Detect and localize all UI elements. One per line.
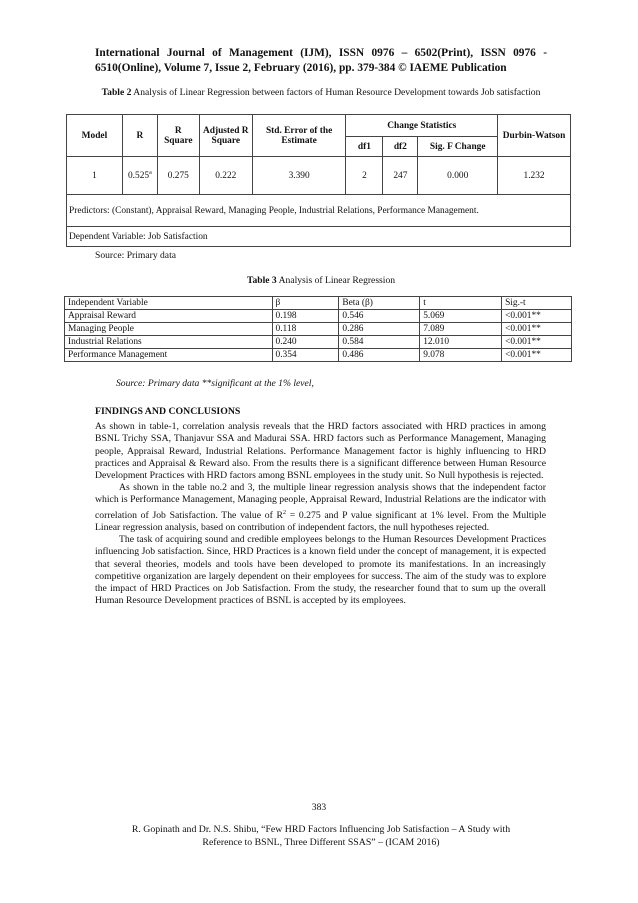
col-model: Model [67, 115, 123, 157]
dependent-variable-note: Dependent Variable: Job Satisfaction [67, 227, 571, 247]
col-change-statistics: Change Statistics [346, 115, 498, 137]
col-durbin-watson: Durbin-Watson [498, 115, 571, 157]
cell-t: 5.069 [420, 310, 502, 323]
cell-sig-f-change: 0.000 [418, 157, 498, 195]
table-row [65, 336, 572, 349]
table3-caption-text: Analysis of Linear Regression [278, 275, 396, 286]
cell-variable: Managing People [65, 323, 273, 336]
footer-line: R. Gopinath and Dr. N.S. Shibu, “Few HRD Factors Influencing Job Satisfaction – A Study with [131, 824, 511, 835]
findings-section [95, 406, 546, 607]
col-df2: df2 [383, 137, 418, 157]
cell-r-square: 0.275 [157, 157, 199, 195]
cell-t: 7.089 [420, 323, 502, 336]
col-sig-t: Sig.-t [502, 297, 572, 310]
table2-caption-text: Analysis of Linear Regression between factors of Human Resource Development towards Job satisfaction [133, 87, 541, 98]
table3-label: Table 3 [246, 275, 277, 286]
cell-variable: Performance Management [65, 349, 273, 362]
cell-std-beta: 0.584 [339, 336, 420, 349]
col-sig-f-change: Sig. F Change [418, 137, 498, 157]
table2-source: Source: Primary data [95, 250, 176, 261]
col-r: R [122, 115, 157, 157]
col-r-square: R Square [157, 115, 199, 157]
cell-beta: 0.118 [272, 323, 339, 336]
table2-label: Table 2 [101, 87, 132, 98]
col-beta: β [272, 297, 339, 310]
cell-t: 9.078 [420, 349, 502, 362]
table-row [67, 157, 571, 195]
col-std-beta: Beta (β) [339, 297, 420, 310]
page-footer [95, 824, 547, 849]
cell-std-beta: 0.286 [339, 323, 420, 336]
col-adjusted-r-square: Adjusted R Square [199, 115, 252, 157]
cell-r: 0.525$^a$ [122, 157, 157, 195]
cell-model: 1 [67, 157, 123, 195]
page-number: 383 [311, 802, 327, 813]
predictors-note: Predictors: (Constant), Appraisal Reward, Managing People, Industrial Relations, Performance Management. [67, 195, 571, 227]
table3-caption [88, 275, 554, 287]
footer-line: Reference to BSNL, Three Different SSAS” – (ICAM 2016) [202, 836, 440, 848]
col-t: t [420, 297, 502, 310]
cell-adjusted-r-square: 0.222 [199, 157, 252, 195]
journal-header: International Journal of Management (IJM), ISSN 0976 – 6502(Print), ISSN 0976 - 6510(Online), Volume 7, Issue 2, February (2016), pp. 379-384 © IAEME Publication [95, 47, 547, 74]
cell-beta: 0.354 [272, 349, 339, 362]
cell-variable: Industrial Relations [65, 336, 273, 349]
cell-sig-t: <0.001** [502, 323, 572, 336]
table3-source: Source: Primary data **significant at the 1% level, [116, 378, 314, 389]
cell-df1: 2 [346, 157, 383, 195]
regression-coefficients-table [64, 296, 572, 362]
cell-std-beta: 0.546 [339, 310, 420, 323]
paragraph: As shown in the table no.2 and 3, the multiple linear regression analysis shows that the independent factor which is Performance Management, Managing people, Appraisal Reward, Industrial Relations are the indicator with correlation of Job Satisfaction. The value of $R^2 = 0.275$ and P value significant at 1% level. From the Multiple Linear regression analysis, based on contribution of independent factors, the null hypotheses rejected. [95, 482, 546, 534]
cell-df2: 247 [383, 157, 418, 195]
table-row [65, 323, 572, 336]
cell-sig-t: <0.001** [502, 310, 572, 323]
cell-beta: 0.198 [272, 310, 339, 323]
col-std-error: Std. Error of the Estimate [252, 115, 346, 157]
col-independent-variable: Independent Variable [65, 297, 273, 310]
table-header-row [65, 297, 572, 310]
cell-sig-t: <0.001** [502, 336, 572, 349]
table2-caption [88, 87, 554, 99]
regression-summary-table [66, 114, 571, 247]
paragraph: As shown in table-1, correlation analysis reveals that the HRD factors associated with HRD practices in among BSNL Trichy SSA, Thanjavur SSA and Madurai SSA. HRD factors such as Performance Management, Managing people, Appraisal Reward, Industrial Relations. Performance Management factor is highly influencing to HRD practices and Appraisal & Reward also. From the results there is a significant difference between Human Resource Development Practices with HRD factors among BSNL employees in the study unit. So Null hypothesis is rejected. [95, 421, 546, 482]
section-heading: FINDINGS AND CONCLUSIONS [95, 406, 241, 417]
table-row [65, 310, 572, 323]
cell-sig-t: <0.001** [502, 349, 572, 362]
cell-variable: Appraisal Reward [65, 310, 273, 323]
paragraph: The task of acquiring sound and credible employees belongs to the Human Resources Development Practices influencing Job satisfaction. Since, HRD Practices is a known field under the concept of management, it is expected that several theories, models and tools have been developed to promote its manifestations. In an increasingly competitive organization are largely dependent on their employees for success. The aim of the study was to explore the impact of HRD Practices on Job Satisfaction. From the study, the researcher found that to sum up the overall Human Resource Development practices of BSNL is accepted by its employees. [95, 534, 546, 607]
table-row [65, 349, 572, 362]
cell-t: 12.010 [420, 336, 502, 349]
cell-beta: 0.240 [272, 336, 339, 349]
col-df1: df1 [346, 137, 383, 157]
cell-std-beta: 0.486 [339, 349, 420, 362]
cell-std-error: 3.390 [252, 157, 346, 195]
cell-durbin-watson: 1.232 [498, 157, 571, 195]
